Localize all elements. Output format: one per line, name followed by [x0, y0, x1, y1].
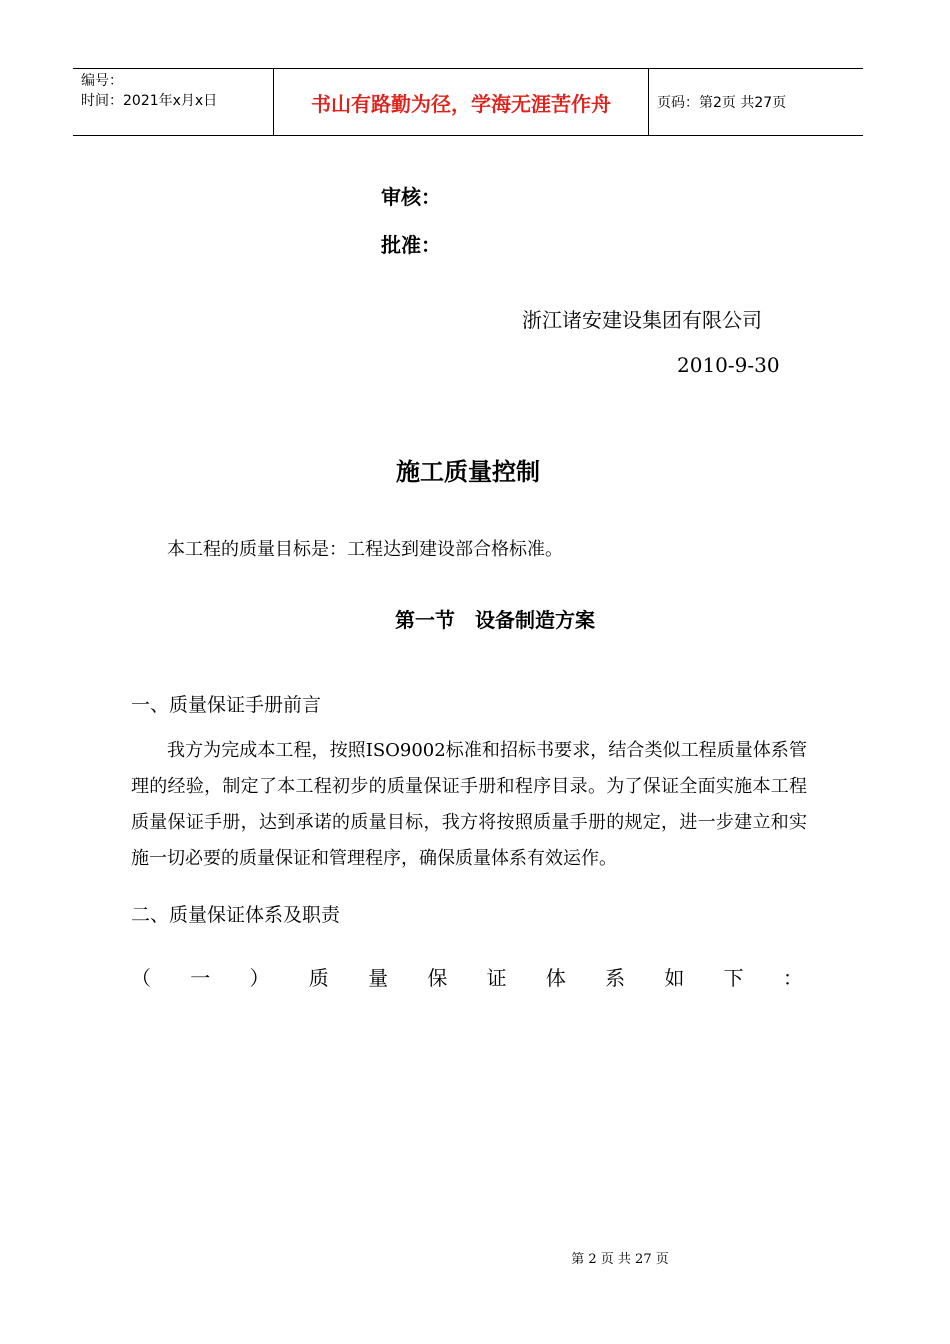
subheading-char: 保 — [427, 966, 448, 990]
number-label: 编号： — [81, 73, 123, 89]
heading-2: 二、质量保证体系及职责 — [131, 904, 341, 926]
page-header — [73, 68, 863, 136]
header-motto: 书山有路勤为径，学海无涯苦作舟 — [274, 69, 649, 135]
section-title: 第一节 设备制造方案 — [395, 608, 595, 632]
subheading-quality-system — [131, 962, 803, 991]
review-label: 审核： — [381, 185, 441, 209]
subheading-char: 体 — [545, 966, 566, 990]
heading-1: 一、质量保证手册前言 — [131, 694, 322, 716]
header-page-info: 页码：第2页 共27页 — [657, 95, 787, 111]
document-date: 2010-9-30 — [677, 353, 780, 377]
subheading-char: 质 — [308, 966, 329, 990]
subheading-char: 一 — [190, 966, 211, 990]
subheading-char: ： — [782, 966, 803, 990]
document-title: 施工质量控制 — [396, 458, 540, 486]
header-info-cell — [73, 69, 274, 135]
subheading-char: ） — [249, 966, 270, 990]
subheading-char: 如 — [664, 966, 685, 990]
subheading-char: （ — [131, 966, 151, 990]
subheading-char: 下 — [723, 966, 744, 990]
subheading-char: 系 — [605, 966, 626, 990]
quality-goal: 本工程的质量目标是：工程达到建设部合格标准。 — [167, 539, 563, 560]
time-label: 时间：2021年x月x日 — [81, 93, 218, 109]
page-footer: 第 2 页 共 27 页 — [571, 1252, 669, 1267]
approve-label: 批准： — [381, 233, 441, 257]
company-name: 浙江诸安建设集团有限公司 — [522, 308, 762, 332]
paragraph-1: 我方为完成本工程，按照ISO9002标准和招标书要求，结合类似工程质量体系管理的经验，制定了本工程初步的质量保证手册和程序目录。为了保证全面实施本工程质量保证手册，达到承诺的质量目标，我方将按照质量手册的规定，进一步建立和实施一切必要的质量保证和管理程序，确保质量体系有效运作。 — [131, 740, 807, 869]
subheading-char: 量 — [368, 966, 389, 990]
subheading-char: 证 — [486, 966, 507, 990]
